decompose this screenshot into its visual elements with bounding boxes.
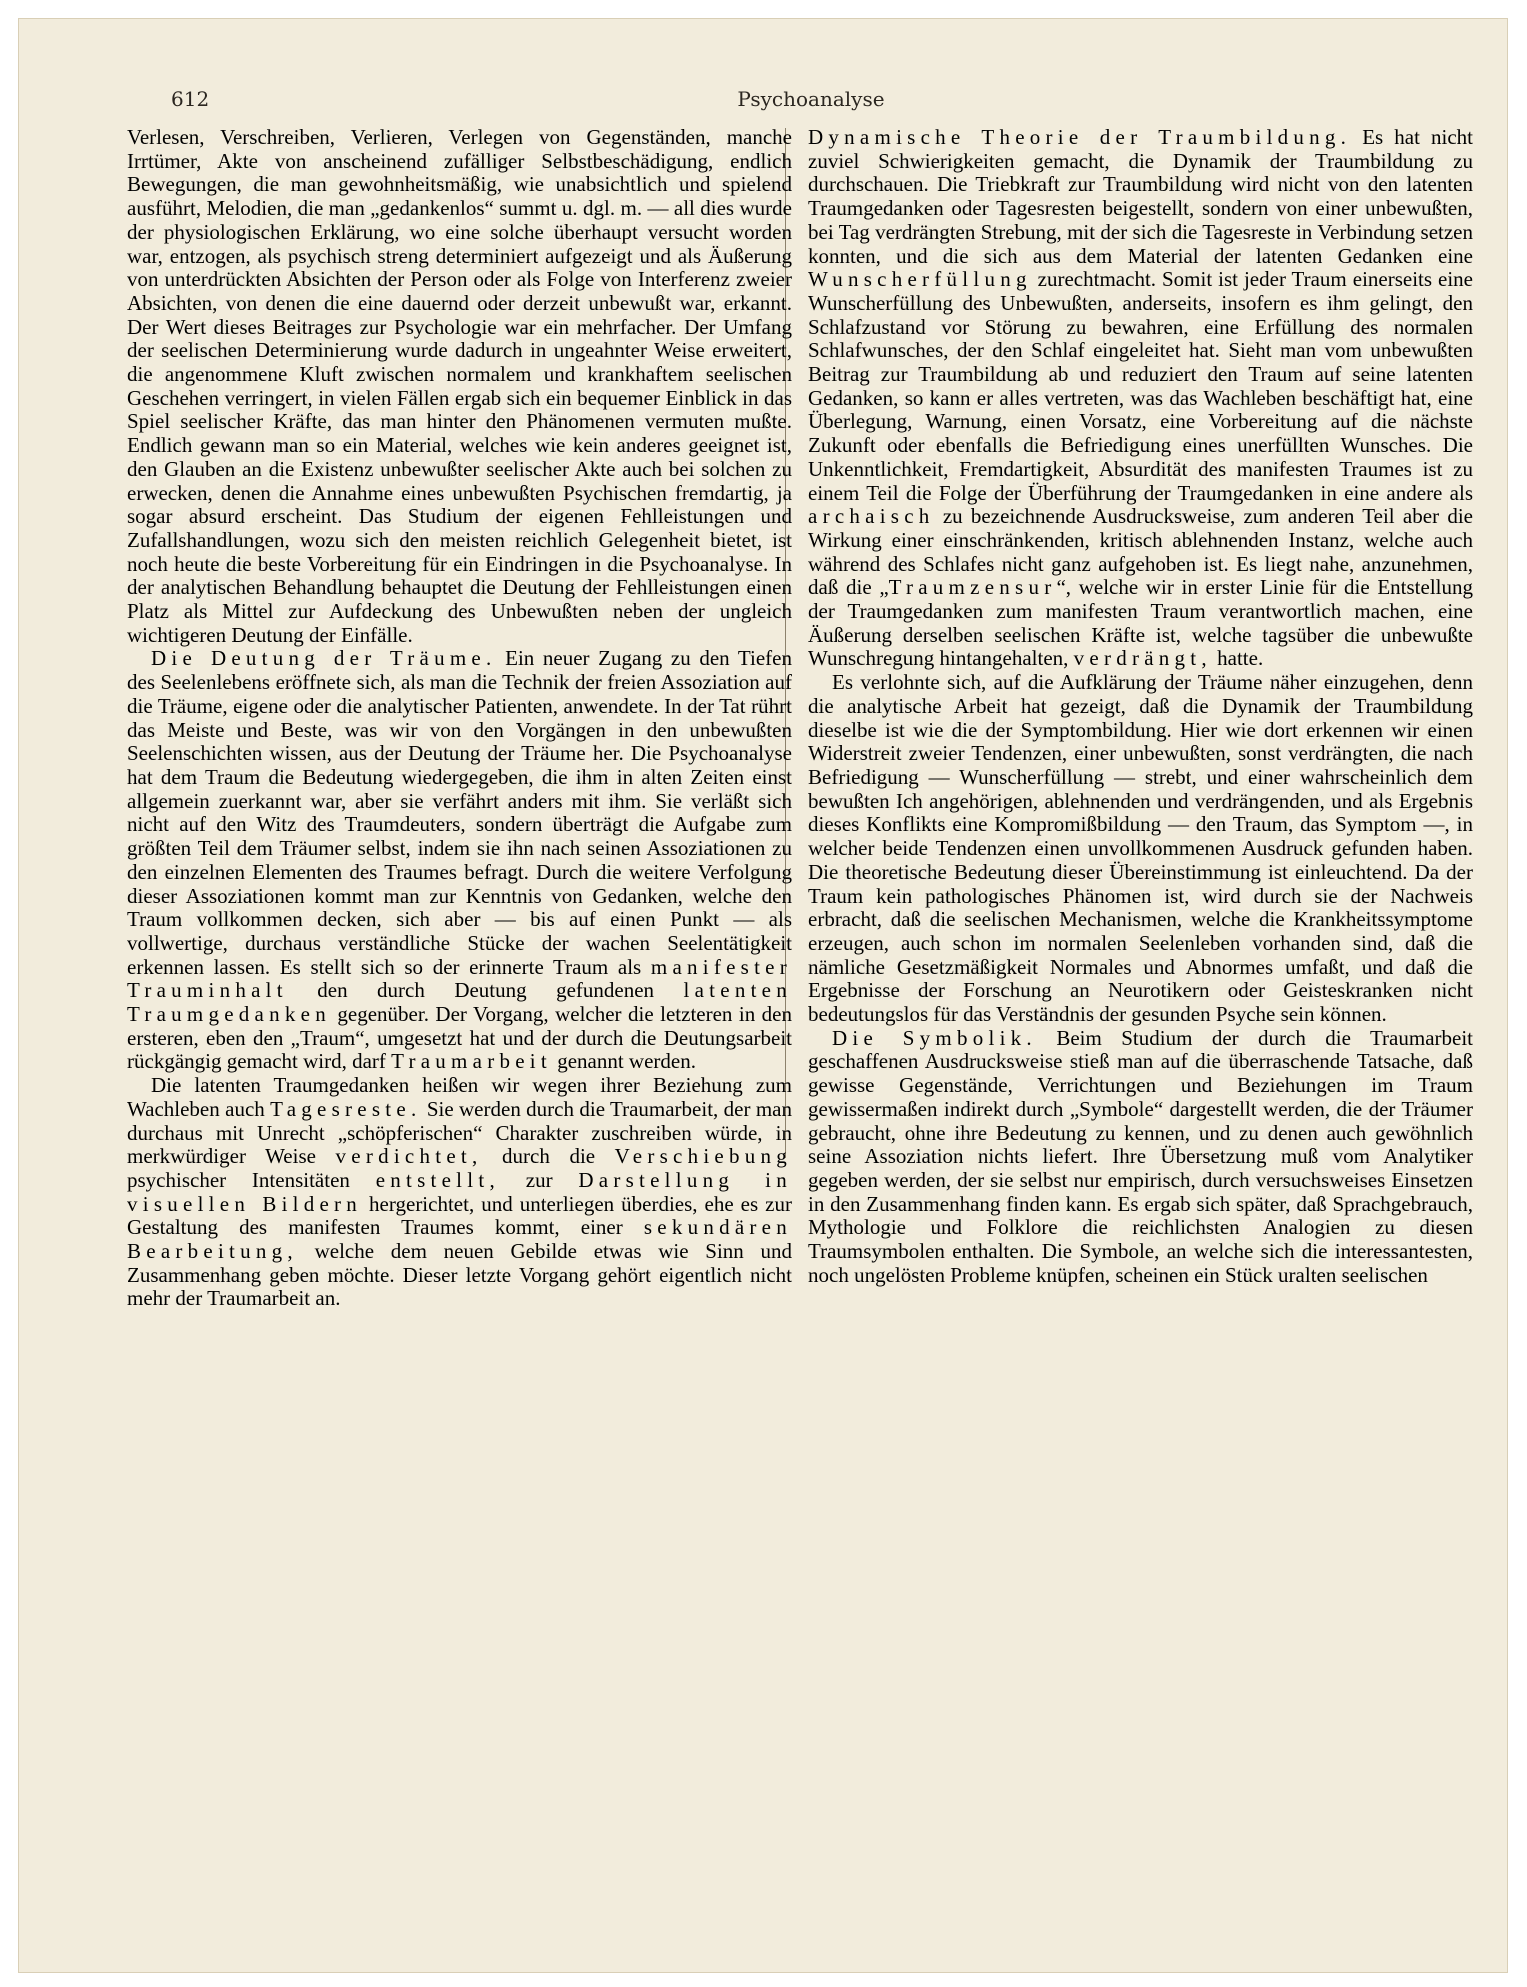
right-column	[808, 126, 1473, 1287]
section-heading-symbolik: Die Symbolik.	[832, 1025, 1037, 1050]
paragraph-dynamische-theorie: Dynamische Theorie der Traumbildung. Es hat nicht zuviel Schwierigkeiten gemacht, die Dynamik der Traumbildung zu durchschauen. Die Triebkraft zur Traumbildung wird nicht von den latenten Traumgedanken oder Tagesresten beigestellt, sondern von einer unbewußten, bei Tag verdrängten Strebung, mit der sich die Tagesreste in Verbindung setzen konnten, und die sich aus dem Material der latenten Gedanken eine Wunscherfüllung zurechtmacht. Somit ist jeder Traum einerseits eine Wunscherfüllung des Unbewußten, anderseits, insofern es ihm gelingt, den Schlafzustand vor Störung zu bewahren, eine Erfüllung des normalen Schlafwunsches, der den Schlaf eingeleitet hat. Sieht man vom unbewußten Beitrag zur Traumbildung ab und reduziert den Traum auf seine latenten Gedanken, so kann er alles vertreten, was das Wachleben beschäftigt hat, eine Überlegung, Warnung, einen Vorsatz, eine Vorbereitung auf die nächste Zukunft oder ebenfalls die Befriedigung eines unerfüllten Wunsches. Die Unkenntlichkeit, Fremdartigkeit, Absurdität des manifesten Traumes ist zu einem Teil die Folge der Überführung der Traumgedanken in eine andere als archaisch zu bezeichnende Ausdrucksweise, zum anderen Teil aber die Wirkung einer einschränkenden, kritisch ablehnenden Instanz, welche auch während des Schlafes nicht ganz aufgehoben ist. Es liegt nahe, anzunehmen, daß die „Traumzensur“, welche wir in erster Linie für die Entstellung der Traumgedanken zum manifesten Traum verantwortlich machen, eine Äußerung derselben seelischen Kräfte ist, welche tagsüber die unbewußte Wunschregung hintangehalten, verdrängt, hatte.	[808, 125, 1473, 671]
paragraph-traumdeutung: Die Deutung der Träume. Ein neuer Zugang zu den Tiefen des Seelenlebens eröffnete sich, als man die Technik der freien Assoziation auf die Träume, eigene oder die analytischer Patienten, anwendete. In der Tat rührt das Meiste und Beste, was wir von den Vorgängen in den unbewußten Seelenschichten wissen, aus der Deutung der Träume her. Die Psychoanalyse hat dem Traum die Bedeutung wiedergegeben, die ihm in alten Zeiten einst allgemein zuerkannt war, aber sie verfährt anders mit ihm. Sie verläßt sich nicht auf den Witz des Traumdeuters, sondern überträgt die Aufgabe zum größten Teil dem Träumer selbst, indem sie ihn nach seinen Assoziationen zu den einzelnen Elementen des Traumes befragt. Durch die weitere Verfolgung dieser Assoziationen kommt man zur Kenntnis von Gedanken, welche den Traum vollkommen decken, sich aber — bis auf einen Punkt — als vollwertige, durchaus verständliche Stücke der wachen Seelentätigkeit erkennen lassen. Es stellt sich so der erinnerte Traum als manifester Trauminhalt den durch Deutung gefundenen latenten Traumgedanken gegenüber. Der Vorgang, welcher die letzteren in den ersteren, eben den „Traum“, umgesetzt hat und der durch die Deutungsarbeit rückgängig gemacht wird, darf Traumarbeit genannt werden.	[127, 646, 792, 1074]
paragraph-symptombildung: Es verlohnte sich, auf die Aufklärung der Träume näher einzugehen, denn die analytische Arbeit hat gezeigt, daß die Dynamik der Traumbildung dieselbe ist wie die der Symptombildung. Hier wie dort erkennen wir einen Widerstreit zweier Tendenzen, einer unbewußten, sonst verdrängten, die nach Befriedigung — Wunscherfüllung — strebt, und einer wahrscheinlich dem bewußten Ich angehörigen, ablehnenden und verdrängenden, und als Ergebnis dieses Konflikts eine Kompromißbildung — den Traum, das Symptom —, in welcher beide Tendenzen einen unvollkommenen Ausdruck gefunden haben. Die theoretische Bedeutung dieser Übereinstimmung ist einleuchtend. Da der Traum kein pathologisches Phänomen ist, wird durch sie der Nachweis erbracht, daß die seelischen Mechanismen, welche die Krankheitssymptome erzeugen, auch schon im normalen Seelenleben vorhanden sind, daß die nämliche Gesetzmäßigkeit Normales und Abnormes umfaßt, und daß die Ergebnisse der Forschung an Neurotikern oder Geisteskranken nicht bedeutungslos für das Verständnis der gesunden Psyche sein können.	[808, 670, 1473, 1027]
left-column	[127, 126, 792, 1311]
page-header	[146, 87, 1476, 117]
paragraph-symbolik: Die Symbolik. Beim Studium der durch die Traumarbeit geschaffenen Ausdrucksweise stieß man auf die überraschende Tatsache, daß gewisse Gegenstände, Verrichtungen und Beziehungen im Traum gewissermaßen indirekt durch „Symbole“ dargestellt werden, die der Träumer gebraucht, ohne ihre Bedeutung zu kennen, und zu denen auch gewöhnlich seine Assoziation nichts liefert. Ihre Übersetzung muß vom Analytiker gegeben werden, der sie selbst nur empirisch, durch versuchsweises Einsetzen in den Zusammenhang finden kann. Es ergab sich später, daß Sprachgebrauch, Mythologie und Folklore die reichlichsten Analogien zu diesen Traumsymbolen enthalten. Die Symbole, an welche sich die interessantesten, noch ungelösten Probleme knüpfen, scheinen ein Stück uralten seelischen	[808, 1025, 1473, 1287]
paragraph-fehlleistungen: Verlesen, Verschreiben, Verlieren, Verlegen von Gegenständen, manche Irrtümer, Akte von anscheinend zufälliger Selbstbeschädigung, endlich Bewegungen, die man gewohnheitsmäßig, wie unabsichtlich und spielend ausführt, Melodien, die man „gedankenlos“ summt u. dgl. m. — all dies wurde der physiologischen Erklärung, wo eine solche überhaupt versucht worden war, entzogen, als psychisch streng determiniert aufgezeigt und als Äußerung von unterdrückten Absichten der Person oder als Folge von Interferenz zweier Absichten, von denen die eine dauernd oder derzeit unbewußt war, erkannt. Der Wert dieses Beitrages zur Psychologie war ein mehrfacher. Der Umfang der seelischen Determinierung wurde dadurch in ungeahnter Weise erweitert, die angenommene Kluft zwischen normalem und krankhaftem seelischen Geschehen verringert, in vielen Fällen ergab sich ein bequemer Einblick in das Spiel seelischer Kräfte, das man hinter den Phänomenen vermuten mußte. Endlich gewann man so ein Material, welches wie kein anderes geeignet ist, den Glauben an die Existenz unbewußter seelischer Akte auch bei solchen zu erwecken, denen die Annahme eines unbewußten Psychischen fremdartig, ja sogar absurd erscheint. Das Studium der eigenen Fehlleistungen und Zufallshandlungen, wozu sich den meisten reichlich Gelegenheit bietet, ist noch heute die beste Vorbereitung für ein Eindringen in die Psychoanalyse. In der analytischen Behandlung behauptet die Deutung der Fehlleistungen einen Platz als Mittel zur Aufdeckung des Unbewußten neben der ungleich wichtigeren Deutung der Einfälle.	[127, 125, 792, 647]
section-heading-dynamische-theorie: Dynamische Theorie der Traumbildung.	[808, 125, 1352, 149]
page-number: 612	[171, 87, 210, 111]
paragraph-tagesreste: Die latenten Traumgedanken heißen wir wegen ihrer Beziehung zum Wachleben auch Tagesreste. Sie werden durch die Traumarbeit, der man durchaus mit Unrecht „schöpferischen“ Charakter zuschreiben würde, in merkwürdiger Weise verdichtet, durch die Verschiebung psychischer Intensitäten entstellt, zur Darstellung in visuellen Bildern hergerichtet, und unterliegen überdies, ehe es zur Gestaltung des manifesten Traumes kommt, einer sekundären Bearbeitung, welche dem neuen Gebilde etwas wie Sinn und Zusammenhang geben möchte. Dieser letzte Vorgang gehört eigentlich nicht mehr der Traumarbeit an.	[127, 1073, 792, 1311]
running-title: Psychoanalyse	[737, 87, 885, 111]
section-heading-deutung-der-traeume: Die Deutung der Träume.	[151, 646, 497, 671]
